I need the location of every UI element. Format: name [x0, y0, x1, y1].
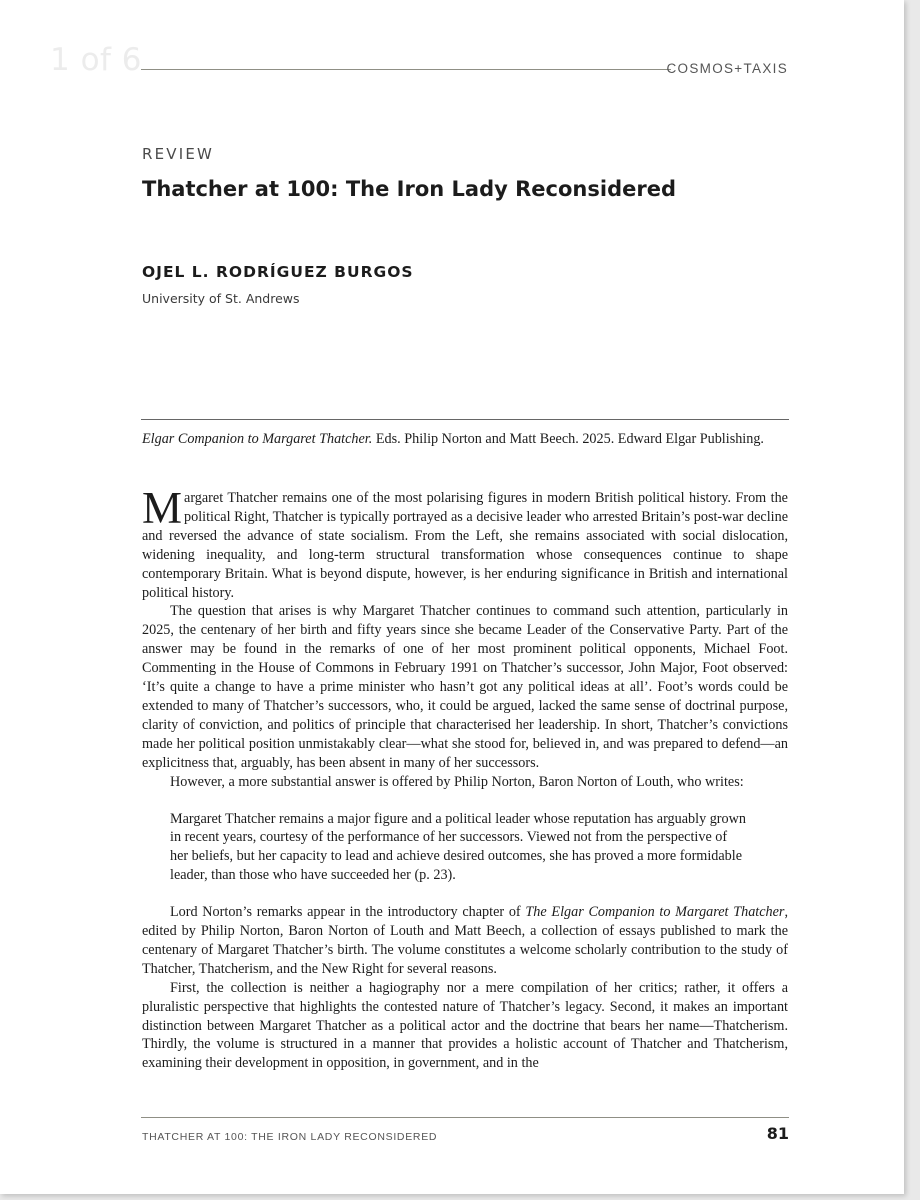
drop-cap: M	[142, 483, 183, 533]
page-number: 81	[766, 1124, 789, 1143]
paragraph-3: However, a more substantial answer is offered by Philip Norton, Baron Norton of Louth, who writes:	[170, 773, 744, 790]
header-rule	[141, 69, 671, 70]
author-name: OJEL L. RODRÍGUEZ BURGOS	[142, 263, 414, 281]
citation-rule	[141, 419, 789, 420]
block-quote: Margaret Thatcher remains a major figure and a political leader whose reputation has arguably grown in recent years, courtesy of the performance of her successors. Viewed not from the perspective of her beliefs, but her capacity to lead and achieve desired outcomes, she has proved a more formidable leader, than those who have succeeded her (p. 23).	[170, 810, 746, 884]
running-title: THATCHER AT 100: THE IRON LADY RECONSIDERED	[142, 1131, 438, 1143]
paragraph-4-text-a: Lord Norton’s remarks appear in the introductory chapter of	[170, 904, 526, 921]
paragraph-4-book-title: The Elgar Companion to Margaret Thatcher	[525, 904, 785, 921]
journal-name: COSMOS+TAXIS	[666, 61, 788, 76]
article-title: Thatcher at 100: The Iron Lady Reconsidered	[142, 177, 676, 201]
author-affiliation: University of St. Andrews	[142, 291, 300, 306]
article-body	[142, 483, 789, 1073]
book-citation	[142, 430, 788, 449]
paragraph-4	[142, 903, 788, 979]
paragraph-5: First, the collection is neither a hagiography nor a mere compilation of her critics; rather, it offers a pluralistic perspective that highlights the contested nature of Thatcher’s legacy. Second, it makes an important distinction between Margaret Thatcher as a political actor and the doctrine that bears her name—Thatcherism. Thirdly, the volume is structured in a manner that provides a holistic account of Thatcher and Thatcherism, examining their development in opposition, in government, and in the	[142, 979, 788, 1072]
citation-details: Eds. Philip Norton and Matt Beech. 2025. Edward Elgar Publishing.	[372, 431, 764, 447]
footer-rule	[141, 1117, 789, 1118]
page-indicator: 1 of 6	[50, 42, 143, 78]
paragraph-4-text-b: , edited by Philip Norton, Baron Norton of Louth and Matt Beech, a collection of essays published to mark the centenary of Margaret Thatcher’s birth. The volume constitutes a welcome scholarly contribution to the study of Thatcher, Thatcherism, and the New Right for several reasons.	[142, 904, 789, 977]
paragraph-1	[142, 483, 788, 602]
paragraph-1-text: argaret Thatcher remains one of the most polarising figures in modern British political history. From the political Right, Thatcher is typically portrayed as a decisive leader who arrested Britain’s post-war decline and reversed the advance of state socialism. From the Left, she remains associated with social dislocation, widening inequality, and long-term structural transformation whose consequences continue to shape contemporary Britain. What is beyond dispute, however, is her enduring significance in British and international political history.	[142, 490, 788, 601]
paragraph-2: The question that arises is why Margaret Thatcher continues to command such attention, particularly in 2025, the centenary of her birth and fifty years since she became Leader of the Conservative Party. Part of the answer may be found in the remarks of one of her most prominent political opponents, Michael Foot. Commenting in the House of Commons in February 1991 on Thatcher’s successor, John Major, Foot observed: ‘It’s quite a change to have a prime minister who hasn’t got any political ideas at all’. Foot’s words could be extended to many of Thatcher’s successors, who, it could be argued, lacked the same sense of doctrinal purpose, clarity of conviction, and politics of principle that characterised her leadership. In short, Thatcher’s convictions made her political position unmistakably clear—what she stood for, believed in, and was prepared to defend—an explicitness that, arguably, has been absent in many of her successors.	[142, 603, 788, 771]
citation-book-title: Elgar Companion to Margaret Thatcher.	[142, 431, 373, 447]
section-label: REVIEW	[142, 145, 215, 163]
